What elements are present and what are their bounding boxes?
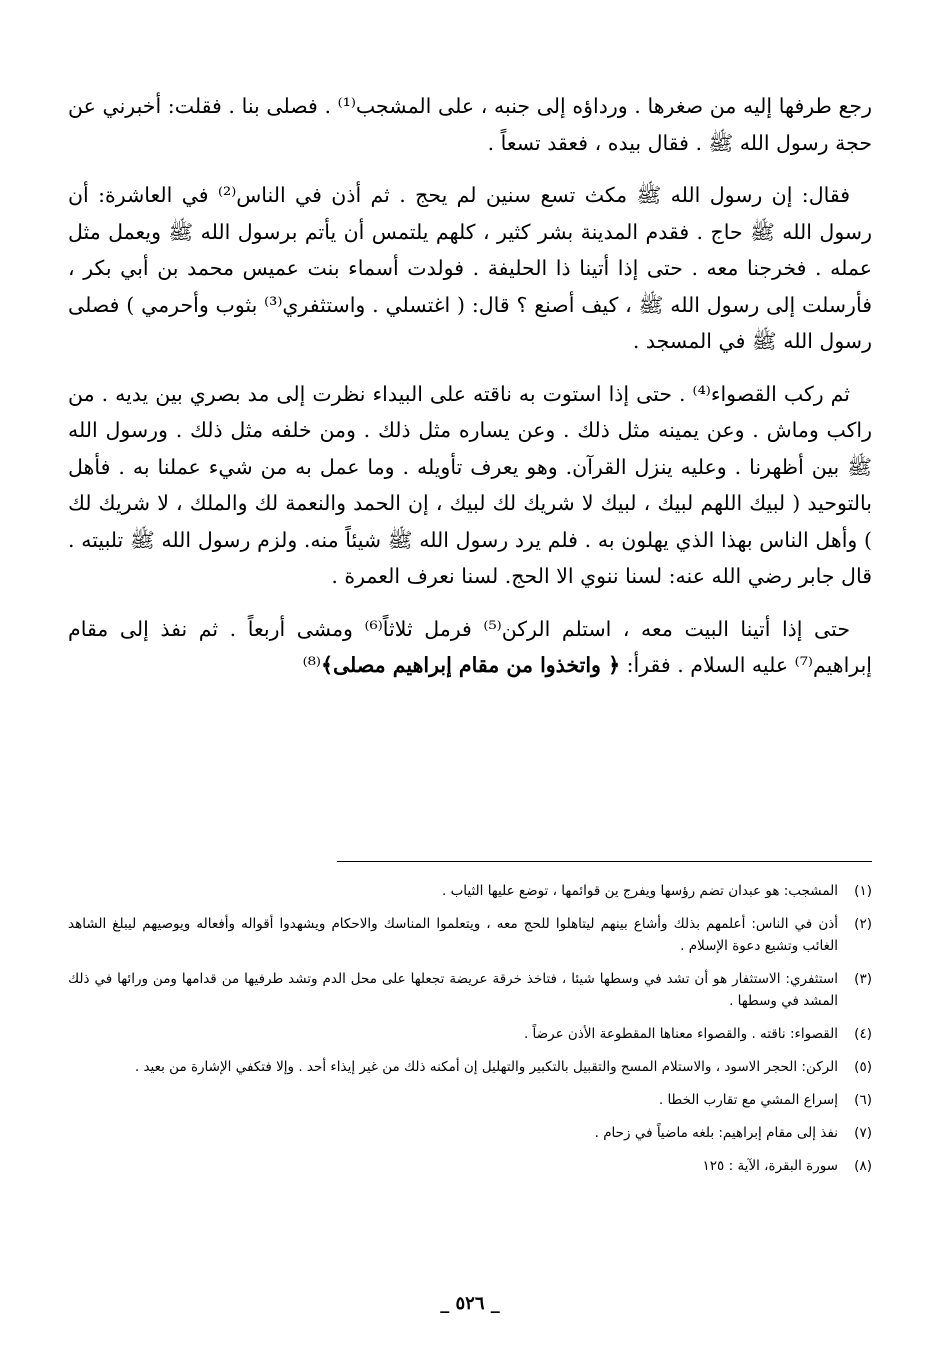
paragraph-4: [68, 611, 872, 684]
paragraph-1: رجع طرفها إليه من صغرها . ورداؤه إلى جنبه ، على المشجب⁽¹⁾ . فصلى بنا . فقلت: أخبرني عن حجة رسول الله ﷺ . فقال بيده ، فعقد تسعاً .: [68, 94, 873, 155]
footnote-number: (٤): [854, 1026, 872, 1042]
footnote-text: إسراع المشي مع تقارب الخطا .: [658, 1092, 838, 1108]
main-text: [68, 88, 872, 684]
document-page: [68, 88, 872, 1338]
footnote-number: (٦): [854, 1092, 872, 1108]
footnote-number: (٧): [854, 1125, 872, 1141]
footnote-2: [68, 913, 872, 957]
footnote-divider: [337, 861, 872, 862]
footnote-text: الركن: الحجر الاسود ، والاستلام المسح والتقبيل بالتكبير والتهليل إن أمكنه ذلك من غير إيذاء أحد . وإلا فتكفي الإشارة من بعيد .: [134, 1059, 838, 1075]
footnote-text: المشجب: هو عبدان تضم رؤسها ويفرج ين قوائمها ، توضع عليها الثياب .: [441, 883, 838, 899]
page-number: _ ٥٢٦ _: [440, 1293, 500, 1314]
footnotes: [68, 880, 872, 1188]
paragraph-2: فقال: إن رسول الله ﷺ مكث تسع سنين لم يحج . ثم أذن في الناس⁽²⁾ في العاشرة: أن رسول الله ﷺ حاج . فقدم المدينة بشر كثير ، كلهم يلتمس أن يأتم برسول الله ﷺ ويعمل مثل عمله . فخرجنا معه . حتى إذا أتينا ذا الحليفة . فولدت أسماء بنت عميس محمد بن أبي بكر ، فأرسلت إلى رسول الله ﷺ ، كيف أصنع ؟ قال: ( اغتسلي . واستثفري⁽³⁾ بثوب وأحرمي ) فصلى رسول الله ﷺ في المسجد .: [68, 183, 872, 353]
footnote-text: القصواء: ناقته . والقصواء معناها المقطوعة الأذن عرضاً .: [523, 1026, 838, 1042]
paragraph-4-text: حتى إذا أتينا البيت معه ، استلم الركن⁽⁵⁾ فرمل ثلاثاً⁽⁶⁾ ومشى أربعاً . ثم نفذ إلى مقام إبراهيم⁽⁷⁾ عليه السلام . فقرأ:: [68, 616, 872, 677]
footnote-3: [68, 968, 872, 1012]
footnote-5: [68, 1056, 872, 1078]
footnote-4: [68, 1023, 872, 1045]
footnote-number: (٥): [854, 1059, 872, 1075]
footnote-number: (٣): [854, 971, 872, 987]
paragraph-3: ثم ركب القصواء⁽⁴⁾ . حتى إذا استوت به ناقته على البيداء نظرت إلى مد بصري بين يديه . من راكب وماش . وعن يمينه مثل ذلك . وعن يساره مثل ذلك . ومن خلفه مثل ذلك . ورسول الله ﷺ بين أظهرنا . وعليه ينزل القرآن. وهو يعرف تأويله . وما عمل به من شيء عملنا به . فأهل بالتوحيد ( لبيك اللهم لبيك ، لبيك لا شريك لك لبيك ، إن الحمد والنعمة لك والملك ، لا شريك لك ) وأهل الناس بهذا الذي يهلون به . فلم يرد رسول الله ﷺ شيئاً منه. ولزم رسول الله ﷺ تلبيته . قال جابر رضي الله عنه: لسنا ننوي الا الحج. لسنا نعرف العمرة .: [68, 381, 872, 588]
footnote-number: (١): [854, 883, 872, 899]
footnote-text: استثفري: الاستثفار هو أن تشد في وسطها شيئا ، فتاخذ خرقة عريضة تجعلها على محل الدم وتشد طرفيها من قدامها ومن ورائها في ذلك المشد في وسطها .: [68, 971, 838, 1009]
quran-verse: ﴿ واتخذوا من مقام إبراهيم مصلى﴾: [320, 653, 621, 677]
footnote-8: [68, 1155, 872, 1177]
footnote-6: [68, 1089, 872, 1111]
footnote-text: نفذ إلى مقام إبراهيم: بلغه ماضياً في زحام .: [594, 1125, 838, 1141]
footnote-text: أذن في الناس: أعلمهم بذلك وأشاع بينهم ليتاهلوا للحج معه ، ويتعلموا المناسك والاحكام ويشهدوا أقواله وأفعاله ويوصيهم ليبلغ الشاهد الغائب وتشيع دعوة الإسلام .: [68, 916, 838, 954]
footnote-7: [68, 1122, 872, 1144]
footnote-1: [68, 880, 872, 902]
footnote-ref-8: ⁽⁸⁾: [302, 653, 321, 677]
footnote-number: (٢): [854, 916, 872, 932]
footnote-text: سورة البقرة، الآية : ١٢٥: [702, 1158, 838, 1174]
footnote-number: (٨): [854, 1158, 872, 1174]
